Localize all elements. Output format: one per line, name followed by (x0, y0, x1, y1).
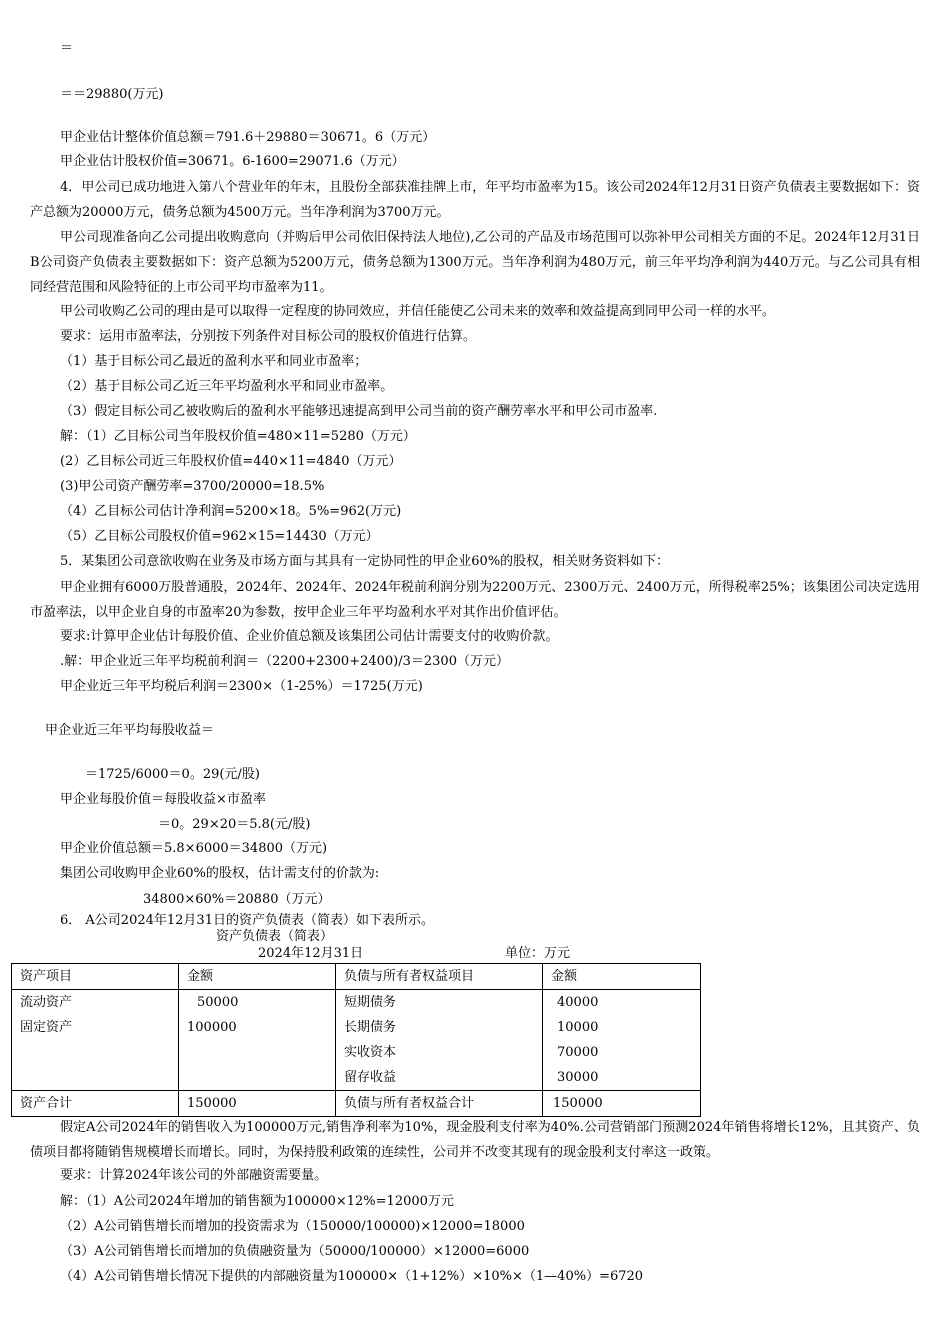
solution-line: 集团公司收购甲企业60%的股权，估计需支付的价款为: (60, 866, 380, 881)
solution-line: （3）A公司销售增长而增加的负债融资量为（50000/100000）×12000=6000 (60, 1244, 530, 1259)
solution-line: 甲企业近三年平均每股收益＝ (45, 723, 215, 738)
text-line: 甲企业估计股权价值=30671。6-1600=29071.6（万元） (60, 154, 405, 169)
solution-line: .解：甲企业近三年平均税前利润＝（2200+2300+2400)/3＝2300（万元） (60, 654, 509, 669)
solution-line: 甲企业每股价值＝每股收益×市盈率 (60, 792, 266, 807)
paragraph: 甲企业拥有6000万股普通股，2024年、2024年、2024年税前利润分别为2200万元、2300万元、2400万元，所得税率25%；该集团公司决定选用市盈率法，以甲企业自身的市盈率20为参数，按甲企业三年平均盈利水平对其作出价值评估。 (30, 580, 920, 620)
asset-amounts-cell (179, 990, 336, 1091)
table-header-cell: 负债与所有者权益项目 (336, 964, 543, 990)
text-line: 要求：运用市盈率法，分别按下列条件对目标公司的股权价值进行估算。 (60, 329, 477, 344)
table-cell: 50000 (197, 995, 239, 1010)
table-cell: 150000 (543, 1091, 701, 1117)
table-header-row (12, 964, 701, 990)
text-line: 要求:计算甲企业估计每股价值、企业价值总额及该集团公司估计需要支付的收购价款。 (60, 629, 559, 644)
balance-sheet-table (11, 963, 701, 1117)
solution-line: ＝1725/6000＝0。29(元/股) (85, 767, 260, 782)
text-line: 甲公司收购乙公司的理由是可以取得一定程度的协同效应，并信任能使乙公司未来的效率和效益提高到同甲公司一样的水平。 (60, 304, 776, 319)
solution-line: (2）乙目标公司近三年股权价值=440×11=4840（万元） (60, 454, 402, 469)
paragraph: 假定A公司2024年的销售收入为100000万元,销售净利率为10%，现金股利支付率为40%.公司营销部门预测2024年销售将增长12%，且其资产、负债项目都将随销售规模增长而增长。同时，为保持股利政策的连续性，公司并不改变其现有的现金股利支付率这一政策。 (30, 1120, 920, 1160)
table-cell: 固定资产 (20, 1020, 73, 1035)
table-cell: 留存收益 (344, 1070, 397, 1085)
table-cell: 长期债务 (344, 1020, 397, 1035)
table-row (12, 990, 701, 1091)
table-cell: 100000 (187, 1020, 237, 1035)
table-cell: 70000 (557, 1045, 599, 1060)
table-cell: 负债与所有者权益合计 (336, 1091, 543, 1117)
table-title: 资产负债表（简表） (216, 929, 334, 944)
solution-line: ＝0。29×20＝5.8(元/股) (158, 817, 311, 832)
question-5-line: 5．某集团公司意欲收购在业务及市场方面与其具有一定协同性的甲企业60%的股权，相关财务资料如下： (60, 554, 670, 569)
solution-line: 34800×60%＝20880（万元） (143, 892, 331, 907)
solution-line: (3)甲公司资产酬劳率=3700/20000=18.5% (60, 479, 325, 494)
solution-line: （2）A公司销售增长而增加的投资需求为（150000/100000)×12000=18000 (60, 1219, 525, 1234)
table-header-cell: 金额 (543, 964, 701, 990)
table-date: 2024年12月31日 (258, 946, 364, 961)
solution-line: 解：（1）A公司2024年增加的销售额为100000×12%=12000万元 (60, 1194, 454, 1209)
asset-items-cell (12, 990, 179, 1091)
solution-line: 甲企业近三年平均税后利润＝2300×（1-25%）＝1725(万元) (60, 679, 423, 694)
text-line: （2）基于目标公司乙近三年平均盈利水平和同业市盈率。 (60, 379, 394, 394)
solution-line: （5）乙目标公司股权价值=962×15=14430（万元） (60, 529, 379, 544)
liability-amounts-cell (543, 990, 701, 1091)
table-header-cell: 资产项目 (12, 964, 179, 990)
table-cell: 实收资本 (344, 1045, 397, 1060)
text-line: 要求：计算2024年该公司的外部融资需要量。 (60, 1168, 328, 1183)
formula-result-line: ＝＝29880(万元) (60, 87, 164, 102)
table-cell: 资产合计 (12, 1091, 179, 1117)
text-line: （1）基于目标公司乙最近的盈利水平和同业市盈率； (60, 354, 368, 369)
question-6-line: 6． A公司2024年12月31日的资产负债表（简表）如下表所示。 (60, 913, 434, 928)
solution-line: （4）A公司销售增长情况下提供的内部融资量为100000×（1+12%）×10%×（1—40%）=6720 (60, 1269, 644, 1284)
table-cell: 短期债务 (344, 995, 397, 1010)
table-header-cell: 金额 (179, 964, 336, 990)
table-cell: 30000 (557, 1070, 599, 1085)
table-cell: 流动资产 (20, 995, 73, 1010)
text-line: （3）假定目标公司乙被收购后的盈利水平能够迅速提高到甲公司当前的资产酬劳率水平和甲公司市盈率. (60, 404, 658, 419)
text-line: 甲企业估计整体价值总额＝791.6＋29880＝30671。6（万元） (60, 130, 436, 145)
table-total-row (12, 1091, 701, 1117)
solution-line: （4）乙目标公司估计净利润=5200×18。5%=962(万元) (60, 504, 402, 519)
table-cell: 150000 (179, 1091, 336, 1117)
solution-line: 解：（1）乙目标公司当年股权价值=480×11=5280（万元） (60, 429, 416, 444)
table-unit: 单位：万元 (505, 946, 571, 961)
table-cell: 40000 (557, 995, 599, 1010)
table-cell: 10000 (557, 1020, 599, 1035)
paragraph: 甲公司现准备向乙公司提出收购意向（并购后甲公司依旧保持法人地位),乙公司的产品及市场范围可以弥补甲公司相关方面的不足。2024年12月31日B公司资产负债表主要数据如下：资产总额为5200万元，债务总额为1300万元。当年净利润为480万元，前三年平均净利润为440万元。与乙公司具有相同经营范围和风险特征的上市公司平均市盈率为11。 (30, 230, 920, 295)
question-4-paragraph: 4．甲公司已成功地进入第八个营业年的年末，且股份全部获准挂牌上市，年平均市盈率为15。该公司2024年12月31日资产负债表主要数据如下：资产总额为20000万元，债务总额为4500万元。当年净利润为3700万元。 (30, 180, 920, 220)
liability-items-cell (336, 990, 543, 1091)
solution-line: 甲企业价值总额＝5.8×6000＝34800（万元) (60, 841, 328, 856)
formula-equals-line: ＝ (60, 41, 74, 56)
